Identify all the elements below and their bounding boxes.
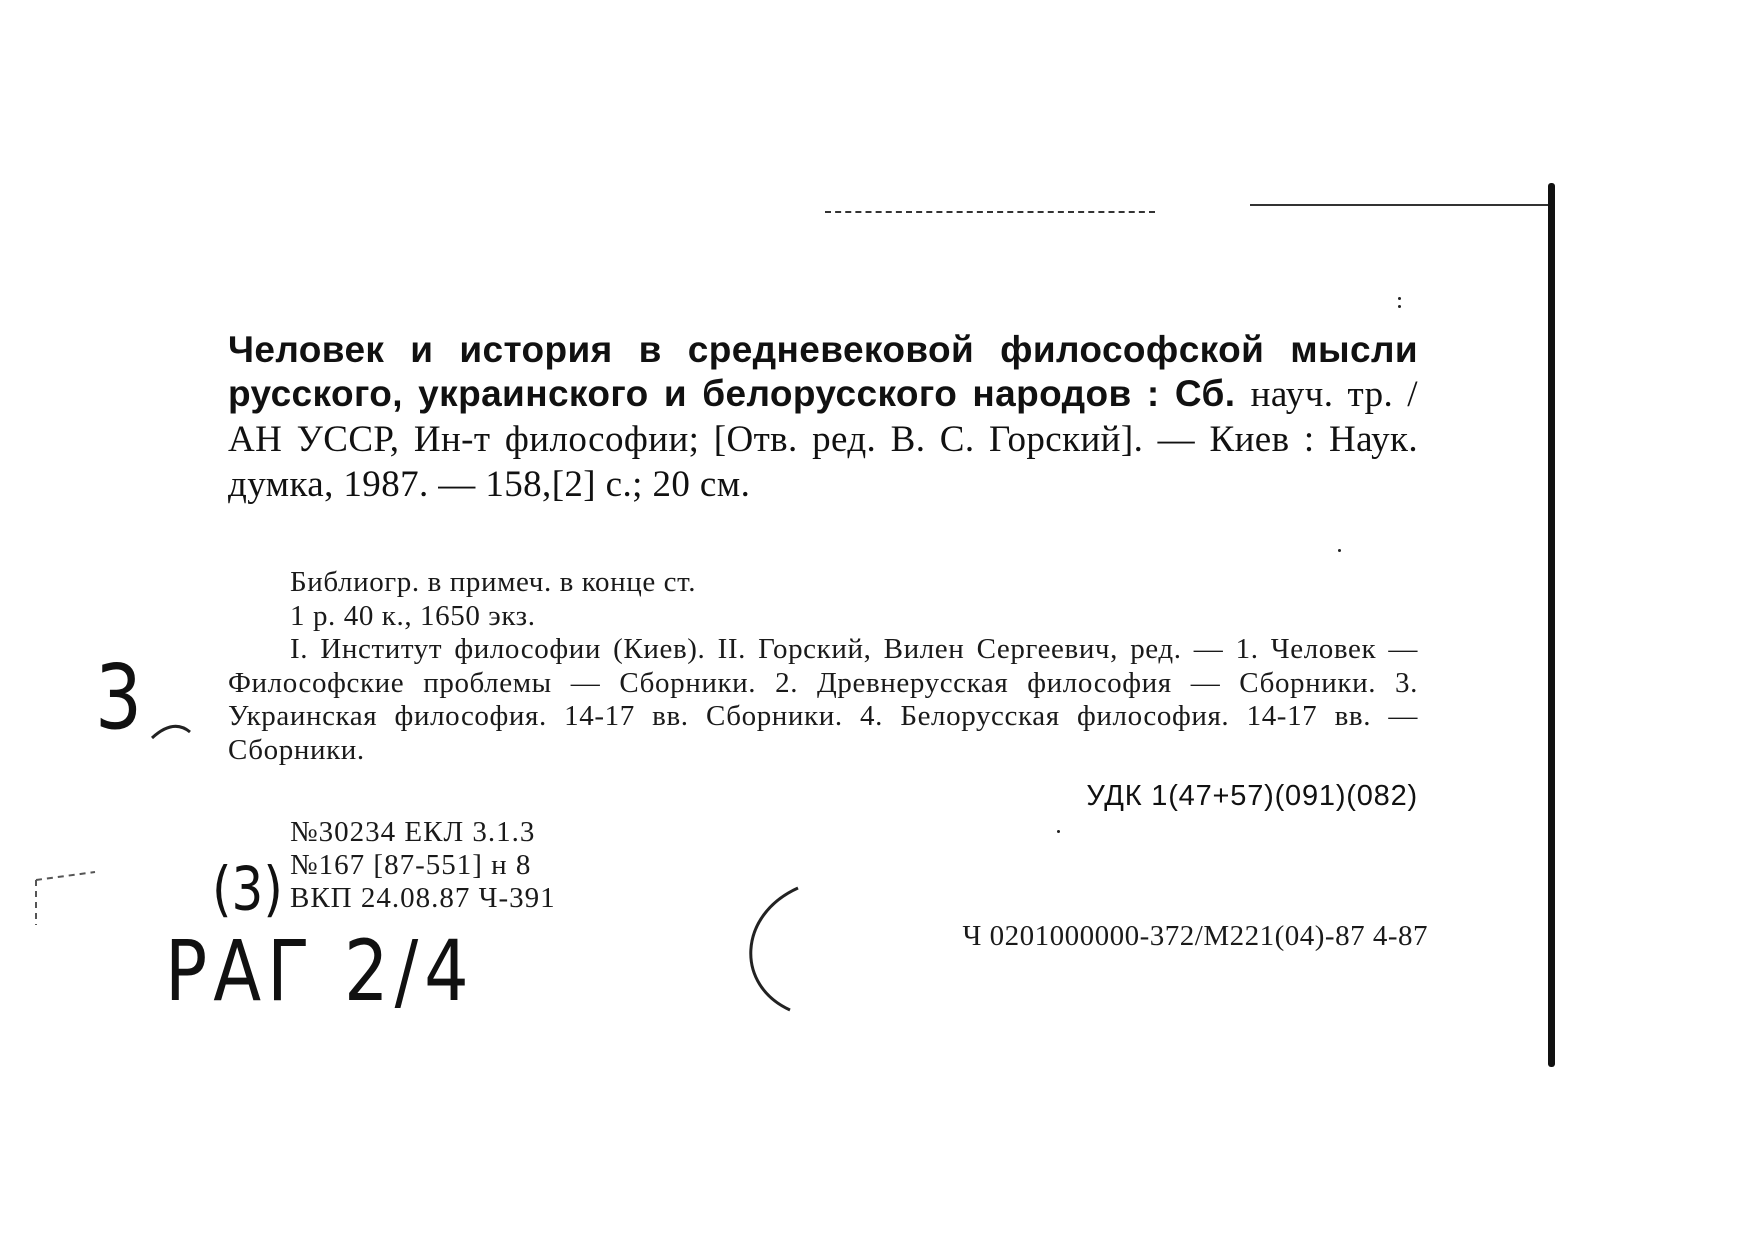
handwritten-mark-3: 3 [95, 646, 143, 750]
pencil-stroke [36, 872, 95, 925]
pencil-stroke [152, 726, 190, 738]
handwritten-rag-mark: РАГ 2/4 [165, 921, 475, 1021]
bibliography-note: Библиогр. в примеч. в конце ст. [290, 566, 697, 598]
title-bold: Человек и история в средневековой философской мысли русского, украинского и белорусского народов : Сб. [228, 329, 1418, 414]
title-imprint: науч. тр. / АН УССР, Ин-т философии; [Отв. ред. В. С. Горский]. — Киев : Наук. думка, 1987. — 158,[2] с.; 20 см. [228, 374, 1418, 505]
handwritten-mark-paren-3: (3) [212, 854, 283, 924]
subject-headings: I. Институт философии (Киев). II. Горский, Вилен Сергеевич, ред. — 1. Человек — Философские проблемы — Сборники. 2. Древнерусская философия — Сборники. 3. Украинская философия. 14-17 вв. Сборники. 4. Белорусская философия. 14-17 вв. — Сборники. [228, 633, 1418, 766]
code-line: ВКП 24.08.87 Ч-391 [290, 882, 556, 914]
bracket-stroke [751, 888, 798, 1010]
code-line: №167 [87-551] н 8 [290, 849, 532, 881]
udk-code: УДК 1(47+57)(091)(082) [1086, 780, 1418, 812]
index-code: Ч 0201000000-372/М221(04)-87 4-87 [962, 920, 1428, 952]
price-note: 1 р. 40 к., 1650 экз. [290, 599, 536, 632]
code-line: №30234 ЕКЛ 3.1.3 [290, 816, 536, 848]
